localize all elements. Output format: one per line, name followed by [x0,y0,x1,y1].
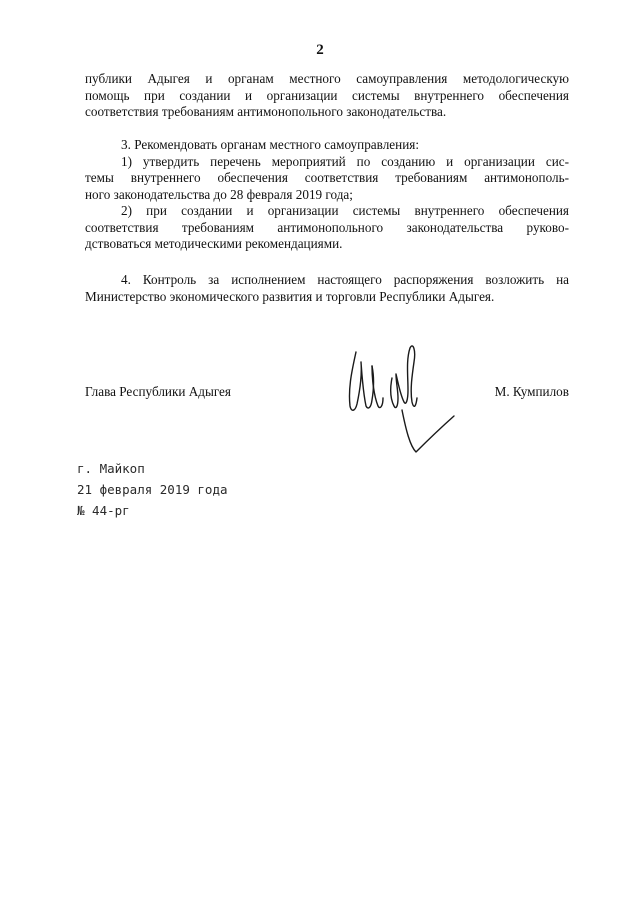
signatory-name: М. Кумпилов [494,384,569,399]
text-line: публики Адыгея и органам местного самоуправления методологическую [85,71,569,86]
page-number: 2 [316,42,324,58]
stamp-number: № 44-рг [77,503,130,518]
signature-block [85,384,569,404]
text-line: 1) утвердить перечень мероприятий по созданию и организации сис- [121,153,569,169]
stamp-city: г. Майкоп [77,461,145,476]
handwritten-signature [336,340,466,460]
registration-stamp [77,458,228,521]
stamp-date: 21 февраля 2019 года [77,482,228,497]
text-line: 3. Рекомендовать органам местного самоуправления: [121,137,419,152]
text-line: ного законодательства до 28 февраля 2019 года; [85,186,353,202]
text-line: 4. Контроль за исполнением настоящего распоряжения возложить на [121,272,569,287]
text-line: 2) при создании и организации системы внутреннего обеспечения [121,203,569,218]
signatory-title: Глава Республики Адыгея [85,384,231,399]
text-line: помощь при создании и организации системы внутреннего обеспечения [85,87,569,103]
text-line: соответствия требованиям антимонопольного законодательства. [85,104,447,119]
text-line: Министерство экономического развития и торговли Республики Адыгея. [85,288,495,304]
text-line: дствоваться методическими рекомендациями. [85,236,343,251]
text-line: темы внутреннего обеспечения соответствия требованиям антимонополь- [85,170,569,185]
paragraph-3 [85,137,569,253]
paragraph-4 [85,272,569,305]
text-line: соответствия требованиям антимонопольного законодательства руково- [85,219,569,235]
paragraph-continuation [85,71,569,121]
